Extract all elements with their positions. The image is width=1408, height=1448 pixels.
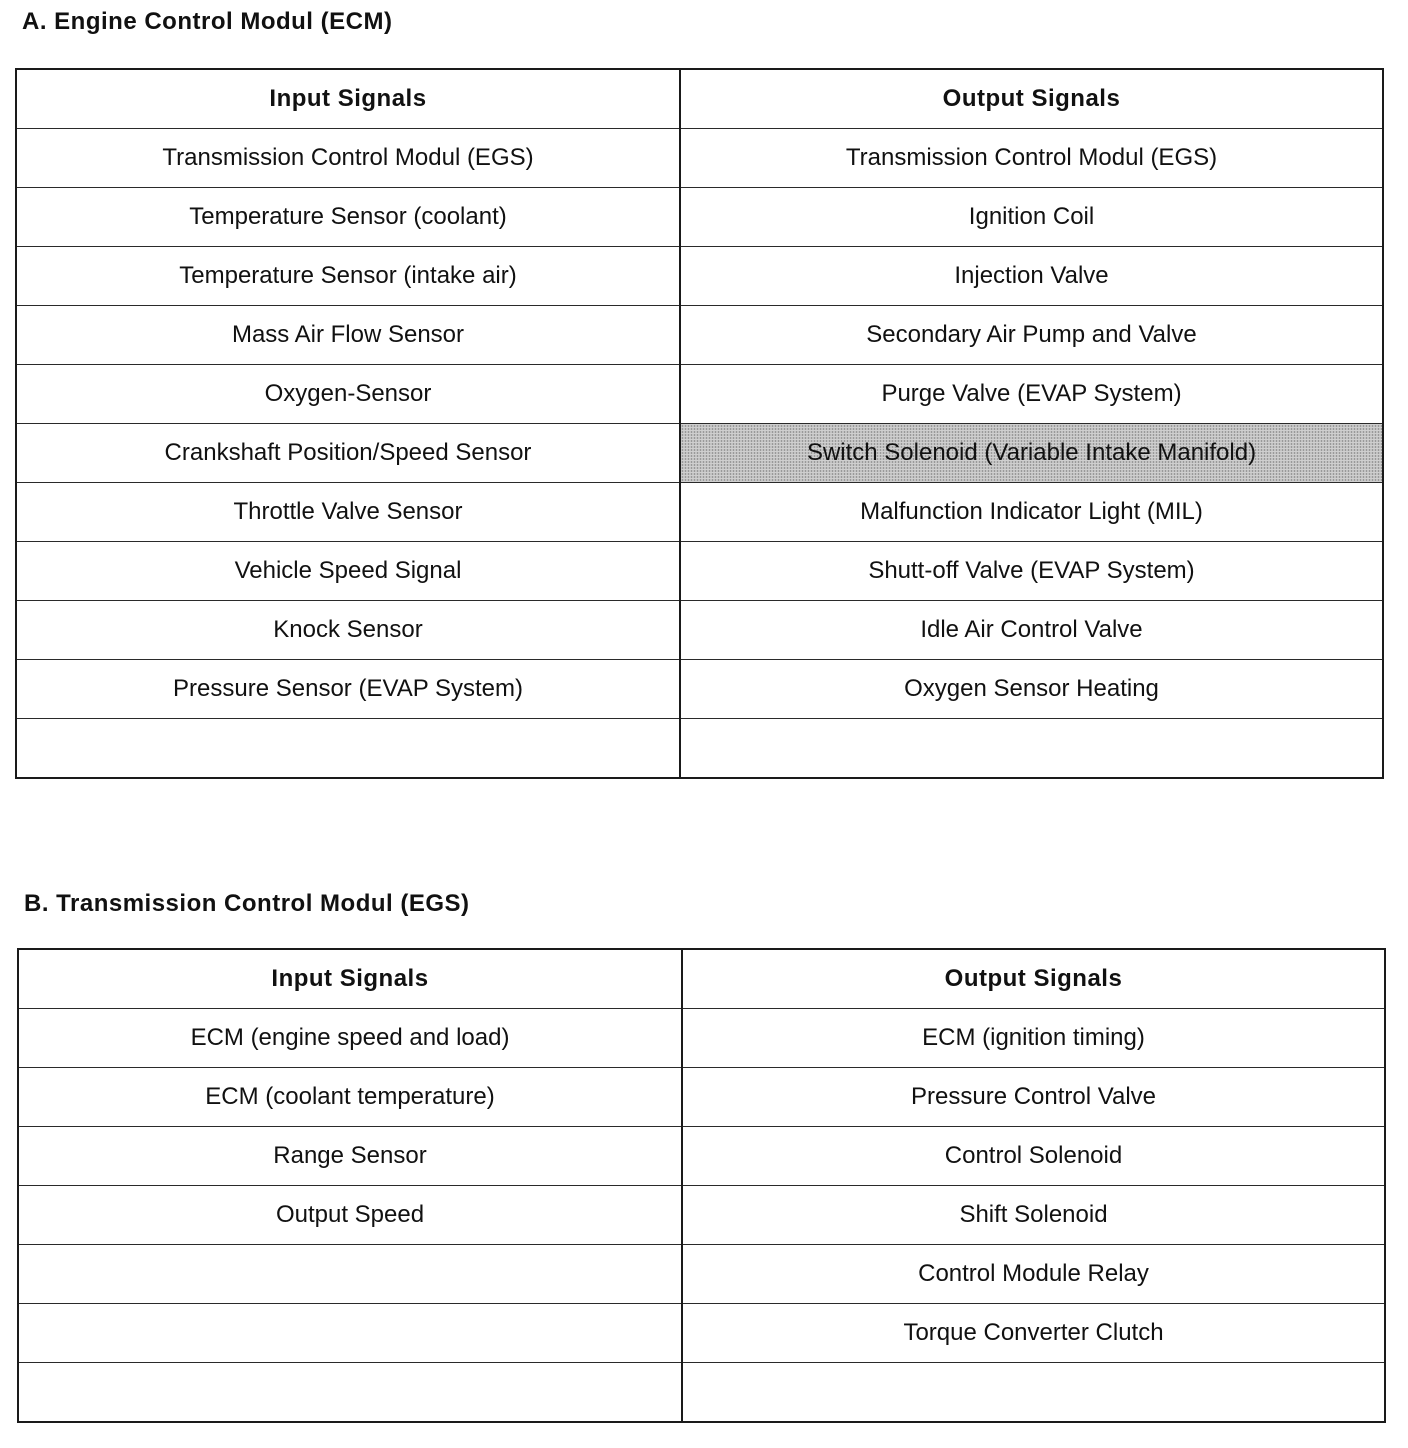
- output-signal-cell: Shift Solenoid: [682, 1186, 1385, 1245]
- table-row: [18, 1068, 1385, 1127]
- output-signal-cell: Injection Valve: [680, 247, 1383, 306]
- table-row: [16, 188, 1383, 247]
- input-signal-cell: Range Sensor: [18, 1127, 682, 1186]
- output-signal-cell: Ignition Coil: [680, 188, 1383, 247]
- input-signal-cell: [18, 1245, 682, 1304]
- output-signal-cell: [682, 1363, 1385, 1423]
- input-signal-cell: [18, 1363, 682, 1423]
- ecm-signal-rows: [16, 129, 1383, 779]
- output-signal-cell: Torque Converter Clutch: [682, 1304, 1385, 1363]
- table-row: [18, 1245, 1385, 1304]
- input-signals-header: Input Signals: [16, 69, 680, 129]
- table-row: [16, 719, 1383, 779]
- ecm-signal-table: [15, 68, 1384, 779]
- input-signal-cell: Temperature Sensor (intake air): [16, 247, 680, 306]
- input-signals-header: Input Signals: [18, 949, 682, 1009]
- output-signals-header: Output Signals: [680, 69, 1383, 129]
- table-row: [18, 1009, 1385, 1068]
- input-signal-cell: [18, 1304, 682, 1363]
- input-signal-cell: ECM (coolant temperature): [18, 1068, 682, 1127]
- output-signal-cell: Shutt-off Valve (EVAP System): [680, 542, 1383, 601]
- input-signal-cell: Knock Sensor: [16, 601, 680, 660]
- input-signal-cell: Output Speed: [18, 1186, 682, 1245]
- table-row: [16, 424, 1383, 483]
- table-row: [16, 660, 1383, 719]
- input-signal-cell: Crankshaft Position/Speed Sensor: [16, 424, 680, 483]
- output-signal-cell: Oxygen Sensor Heating: [680, 660, 1383, 719]
- table-row: [18, 1127, 1385, 1186]
- output-signal-cell: Switch Solenoid (Variable Intake Manifold): [680, 424, 1383, 483]
- input-signal-cell: ECM (engine speed and load): [18, 1009, 682, 1068]
- output-signal-cell: Secondary Air Pump and Valve: [680, 306, 1383, 365]
- table-row: [18, 1186, 1385, 1245]
- input-signal-cell: Temperature Sensor (coolant): [16, 188, 680, 247]
- table-row: [16, 129, 1383, 188]
- table-row: [16, 483, 1383, 542]
- egs-signal-rows: [18, 1009, 1385, 1423]
- output-signal-cell: ECM (ignition timing): [682, 1009, 1385, 1068]
- table-header-row: [18, 949, 1385, 1009]
- output-signal-cell: Pressure Control Valve: [682, 1068, 1385, 1127]
- table-row: [18, 1304, 1385, 1363]
- input-signal-cell: Throttle Valve Sensor: [16, 483, 680, 542]
- section-title-ecm: A. Engine Control Modul (ECM): [22, 8, 393, 35]
- input-signal-cell: Oxygen-Sensor: [16, 365, 680, 424]
- egs-signal-table: [17, 948, 1386, 1423]
- output-signal-cell: [680, 719, 1383, 779]
- input-signal-cell: Pressure Sensor (EVAP System): [16, 660, 680, 719]
- table-row: [16, 601, 1383, 660]
- table-row: [16, 306, 1383, 365]
- output-signal-cell: Control Solenoid: [682, 1127, 1385, 1186]
- table-row: [16, 247, 1383, 306]
- table-header-row: [16, 69, 1383, 129]
- output-signal-cell: Control Module Relay: [682, 1245, 1385, 1304]
- input-signal-cell: Mass Air Flow Sensor: [16, 306, 680, 365]
- output-signal-cell: Transmission Control Modul (EGS): [680, 129, 1383, 188]
- output-signal-cell: Idle Air Control Valve: [680, 601, 1383, 660]
- input-signal-cell: Vehicle Speed Signal: [16, 542, 680, 601]
- output-signal-cell: Purge Valve (EVAP System): [680, 365, 1383, 424]
- input-signal-cell: [16, 719, 680, 779]
- table-row: [16, 542, 1383, 601]
- output-signal-cell: Malfunction Indicator Light (MIL): [680, 483, 1383, 542]
- input-signal-cell: Transmission Control Modul (EGS): [16, 129, 680, 188]
- section-title-egs: B. Transmission Control Modul (EGS): [24, 890, 470, 917]
- output-signals-header: Output Signals: [682, 949, 1385, 1009]
- table-row: [18, 1363, 1385, 1423]
- table-row: [16, 365, 1383, 424]
